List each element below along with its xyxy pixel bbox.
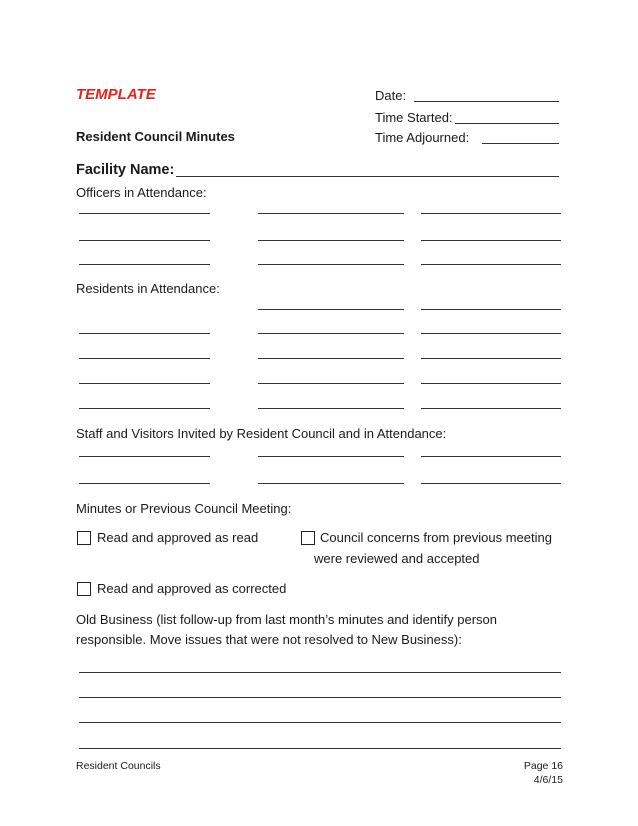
staff-visitors-label: Staff and Visitors Invited by Resident Council and in Attendance:	[76, 426, 447, 441]
resident-line[interactable]	[258, 358, 404, 359]
time-started-field[interactable]	[455, 123, 559, 124]
old-business-label-line1: Old Business (list follow-up from last month’s minutes and identify person	[76, 612, 498, 627]
facility-name-label: Facility Name:	[76, 162, 175, 178]
resident-line[interactable]	[421, 333, 561, 334]
approved-corrected-label: Read and approved as corrected	[97, 581, 287, 596]
officer-line[interactable]	[79, 240, 210, 241]
read-approved-checkbox[interactable]	[77, 531, 91, 545]
old-business-line[interactable]	[79, 697, 561, 698]
footer-left: Resident Councils	[76, 760, 161, 772]
approved-corrected-checkbox[interactable]	[77, 582, 91, 596]
staff-line[interactable]	[79, 456, 210, 457]
officer-line[interactable]	[421, 240, 561, 241]
staff-line[interactable]	[421, 483, 561, 484]
resident-line[interactable]	[421, 309, 561, 310]
resident-line[interactable]	[258, 309, 404, 310]
staff-line[interactable]	[421, 456, 561, 457]
officers-label: Officers in Attendance:	[76, 185, 207, 200]
resident-line[interactable]	[421, 383, 561, 384]
template-label: TEMPLATE	[76, 86, 156, 103]
resident-line[interactable]	[79, 408, 210, 409]
resident-line[interactable]	[79, 358, 210, 359]
old-business-line[interactable]	[79, 722, 561, 723]
date-label: Date:	[375, 88, 407, 103]
footer-page: Page 16	[523, 760, 563, 772]
officer-line[interactable]	[258, 240, 404, 241]
time-adjourned-field[interactable]	[482, 143, 559, 144]
read-approved-label: Read and approved as read	[97, 530, 259, 545]
resident-line[interactable]	[421, 358, 561, 359]
staff-line[interactable]	[79, 483, 210, 484]
officer-line[interactable]	[258, 264, 404, 265]
date-field[interactable]	[414, 101, 559, 102]
minutes-label: Minutes or Previous Council Meeting:	[76, 501, 292, 516]
concerns-reviewed-checkbox[interactable]	[301, 531, 315, 545]
resident-line[interactable]	[258, 333, 404, 334]
officer-line[interactable]	[421, 264, 561, 265]
time-adjourned-label: Time Adjourned:	[375, 130, 470, 145]
officer-line[interactable]	[79, 264, 210, 265]
residents-label: Residents in Attendance:	[76, 281, 220, 296]
officer-line[interactable]	[79, 213, 210, 214]
officer-line[interactable]	[258, 213, 404, 214]
form-title: Resident Council Minutes	[76, 129, 235, 144]
staff-line[interactable]	[258, 483, 404, 484]
footer-date: 4/6/15	[533, 774, 563, 786]
resident-line[interactable]	[258, 408, 404, 409]
old-business-line[interactable]	[79, 672, 561, 673]
resident-line[interactable]	[421, 408, 561, 409]
concerns-reviewed-label-line2: were reviewed and accepted	[314, 551, 480, 566]
facility-name-field[interactable]	[176, 176, 559, 177]
old-business-label-line2: responsible. Move issues that were not resolved to New Business):	[76, 632, 462, 647]
resident-line[interactable]	[79, 333, 210, 334]
officer-line[interactable]	[421, 213, 561, 214]
resident-line[interactable]	[79, 383, 210, 384]
time-started-label: Time Started:	[375, 110, 453, 125]
old-business-line[interactable]	[79, 748, 561, 749]
concerns-reviewed-label-line1: Council concerns from previous meeting	[320, 530, 552, 545]
resident-line[interactable]	[258, 383, 404, 384]
staff-line[interactable]	[258, 456, 404, 457]
